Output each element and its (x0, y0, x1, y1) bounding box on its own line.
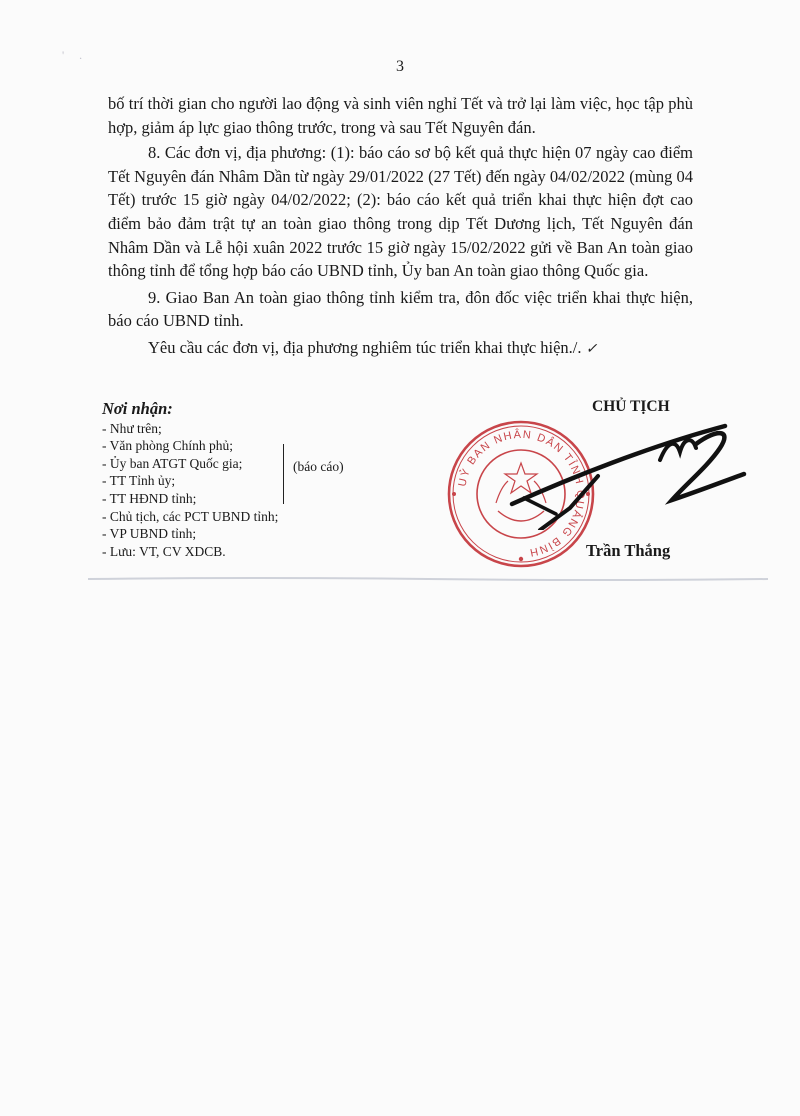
check-mark-icon: ✓ (585, 341, 598, 357)
body-text (108, 92, 693, 364)
paragraph-closing (108, 336, 693, 362)
paragraph-item-9: 9. Giao Ban An toàn giao thông tỉnh kiểm tra, đôn đốc việc triển khai thực hiện, báo cáo UBND tỉnh. (108, 287, 693, 331)
seal-text: UỶ BAN NHÂN DÂN TỈNH QUẢNG BÌNH (456, 428, 587, 559)
recipient-item: - Chủ tịch, các PCT UBND tỉnh; (102, 508, 279, 524)
scan-artifact: ' . (62, 48, 89, 62)
paragraph-item-8: 8. Các đơn vị, địa phương: (1): báo cáo sơ bộ kết quả thực hiện 07 ngày cao điểm Tết Nguyên đán Nhâm Dần từ ngày 29/01/2022 (27 Tết) đến ngày 04/02/2022 (mùng 04 Tết) trước 15 giờ ngày 04/02/2022; (2): báo cáo kết quả triển khai thực hiện đợt cao điểm bảo đảm trật tự an toàn giao thông trong dịp Tết Dương lịch, Tết Nguyên đán Nhâm Dần và Lễ hội xuân 2022 trước 15 giờ ngày 15/02/2022 gửi về Ban An toàn giao thông tỉnh để tổng hợp báo cáo UBND tỉnh, Ủy ban An toàn giao thông Quốc gia. (108, 143, 693, 281)
scan-edge-line (88, 575, 768, 583)
paragraph-continuation: bố trí thời gian cho người lao động và sinh viên nghỉ Tết và trở lại làm việc, học tập phù hợp, giảm áp lực giao thông trước, trong và sau Tết Nguyên đán. (108, 94, 693, 137)
recipient-item: - TT Tỉnh ủy; (102, 473, 176, 489)
recipients-title: Nơi nhận: (102, 399, 173, 418)
recipient-item: - Lưu: VT, CV XDCB. (102, 543, 226, 559)
handwritten-signature (500, 418, 750, 530)
closing-text: Yêu cầu các đơn vị, địa phương nghiêm túc triển khai thực hiện./. (148, 337, 582, 357)
recipient-item: - Như trên; (102, 420, 162, 436)
recipients-list (102, 420, 278, 561)
recipient-item: - Văn phòng Chính phủ; (102, 438, 233, 454)
recipient-item: - TT HĐND tỉnh; (102, 490, 197, 506)
page-number: 3 (396, 58, 404, 75)
signer-title: CHỦ TỊCH (592, 398, 670, 415)
recipients-block (102, 400, 278, 560)
recipient-item: - VP UBND tỉnh; (102, 526, 197, 542)
recipient-item: - Ủy ban ATGT Quốc gia; (102, 455, 243, 471)
bracket-label: (báo cáo) (293, 459, 344, 474)
signer-name: Trần Thắng (586, 541, 671, 560)
recipients-bracket (283, 444, 284, 504)
